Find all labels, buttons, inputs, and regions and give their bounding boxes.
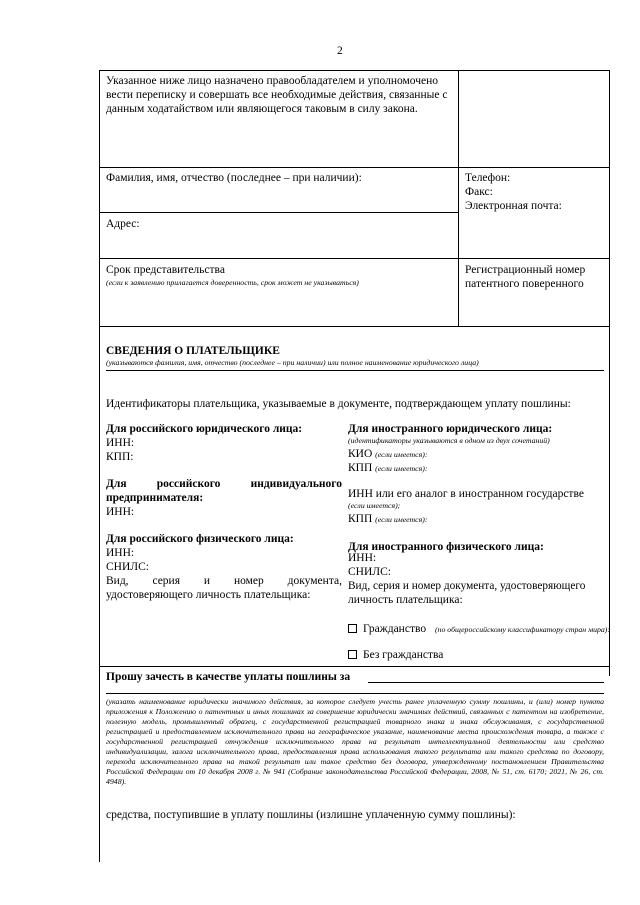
- ru-legal-title: Для российского юридического лица:: [106, 423, 303, 435]
- doc-word: серия: [152, 575, 180, 587]
- citizenship-option: [348, 622, 610, 636]
- foreign-person-doc-line2: личность плательщика:: [348, 594, 463, 606]
- foreign-legal-note: (идентификаторы указываются в одном из двух сочетаний): [348, 436, 550, 445]
- kio-note: (если имеется):: [375, 450, 428, 459]
- address-label: Адрес:: [106, 218, 140, 230]
- citizenship-checkbox[interactable]: [348, 624, 357, 633]
- payer-name-line: [106, 370, 604, 371]
- ru-ie-title: [106, 477, 342, 491]
- ru-person-snils: СНИЛС:: [106, 561, 149, 573]
- ru-person-doc-line2: удостоверяющего личность плательщика:: [106, 589, 311, 601]
- foreign-legal-kio: [348, 447, 427, 461]
- fax-label: Факс:: [465, 186, 493, 198]
- no-citizenship-checkbox[interactable]: [348, 650, 357, 659]
- foreign-person-title: Для иностранного физического лица:: [348, 541, 544, 553]
- kpp-note: (если имеется):: [375, 464, 428, 473]
- kpp-label: КПП: [348, 462, 373, 474]
- representation-term-label: Срок представительства: [106, 264, 225, 276]
- ru-ie-title-word: российского: [156, 478, 221, 490]
- registration-number-label: Регистрационный номер патентного поверенного: [465, 264, 586, 290]
- doc-word: и: [203, 575, 211, 587]
- ru-legal-kpp: КПП:: [106, 451, 134, 463]
- ru-person-title: Для российского физического лица:: [106, 533, 294, 545]
- ru-legal-inn: ИНН:: [106, 437, 135, 449]
- doc-word: номер: [233, 575, 264, 587]
- payer-heading-note: (указываются фамилия, имя, отчество (последнее – при наличии) или полное наименование юридического лица): [106, 358, 479, 367]
- payer-heading: СВЕДЕНИЯ О ПЛАТЕЛЬЩИКЕ: [106, 345, 280, 357]
- foreign-legal-kpp2: [348, 512, 427, 526]
- payer-identifiers-text: Идентификаторы плательщика, указываемые в документе, подтверждающем уплату пошлины:: [106, 398, 571, 410]
- ru-ie-title-line2: предпринимателя:: [106, 492, 204, 504]
- foreign-legal-title: Для иностранного юридического лица:: [348, 423, 553, 435]
- ru-ie-title-word: индивидуального: [250, 478, 342, 490]
- foreign-person-inn: ИНН:: [348, 552, 377, 564]
- kpp2-note: (если имеется):: [375, 515, 428, 524]
- full-name-label: Фамилия, имя, отчество (последнее – при наличии):: [106, 172, 362, 184]
- email-label: Электронная почта:: [465, 200, 562, 212]
- ru-person-inn: ИНН:: [106, 547, 135, 559]
- offset-fill-line-2: [106, 693, 604, 694]
- doc-word: Вид,: [106, 575, 129, 587]
- doc-word: документа,: [287, 575, 342, 587]
- page-number: 2: [337, 45, 343, 57]
- authorized-person-text: Указанное ниже лицо назначено правообладателем и уполномочено вести переписку и совершать все необходимые действия, связанные с данным ходатайством или являющегося таковым в силу закона.: [106, 75, 448, 115]
- ru-ie-inn: ИНН:: [106, 506, 135, 518]
- kio-label: КИО: [348, 448, 373, 460]
- citizenship-label: Гражданство: [363, 623, 427, 635]
- offset-note: (указать наименование юридически значимого действия, за которое следует учесть ранее уплаченную сумму пошлины, и (или) номер пункта приложения к Положению о патентных и иных пошлинах за совершение юридически значимых действий, связанных с патентом на изобретение, полезную модель, промышленный образец, с государственной регистрацией товарного знака и знака обслуживания, с государственной регистрацией и предоставлением исключительного права на географическое указание, наименование места происхождения товара, а также с государственной регистрацией отчуждения исключительного права на результат интеллектуальной деятельности или средство индивидуализации, залога исключительного права, предоставления права использования такого результата или такого средства по договору, перехода исключительного права на такой результат или такое средство без договора, утвержденному постановлением Правительства Российской Федерации от 10 декабря 2008 г. № 941 (Собрание законодательства Российской Федерации, 2008, № 51, ст. 6170; 2021, № 26, ст. 4948).: [106, 697, 604, 786]
- ru-ie-title-word: Для: [106, 478, 127, 490]
- offset-title: Прошу зачесть в качестве уплаты пошлины за: [106, 671, 351, 683]
- foreign-legal-kpp: [348, 461, 427, 475]
- no-citizenship-label: Без гражданства: [363, 649, 444, 661]
- phone-label: Телефон:: [465, 172, 511, 184]
- foreign-inn-analog: ИНН или его аналог в иностранном государстве: [348, 488, 584, 500]
- representation-term-note: (если к заявлению прилагается доверенность, срок может не указываться): [106, 278, 359, 287]
- ru-person-doc-line1: [106, 574, 342, 588]
- citizenship-note: (по общероссийскому классификатору стран мира):: [434, 625, 610, 634]
- offset-fill-line: [368, 682, 604, 683]
- foreign-person-snils: СНИЛС:: [348, 566, 391, 578]
- kpp2-label: КПП: [348, 513, 373, 525]
- no-citizenship-option: [348, 648, 443, 662]
- foreign-inn-analog-note: (если имеется);: [348, 501, 401, 510]
- foreign-person-doc-line1: Вид, серия и номер документа, удостоверяющего: [348, 580, 586, 592]
- funds-text: средства, поступившие в уплату пошлины (излишне уплаченную сумму пошлины):: [106, 809, 516, 821]
